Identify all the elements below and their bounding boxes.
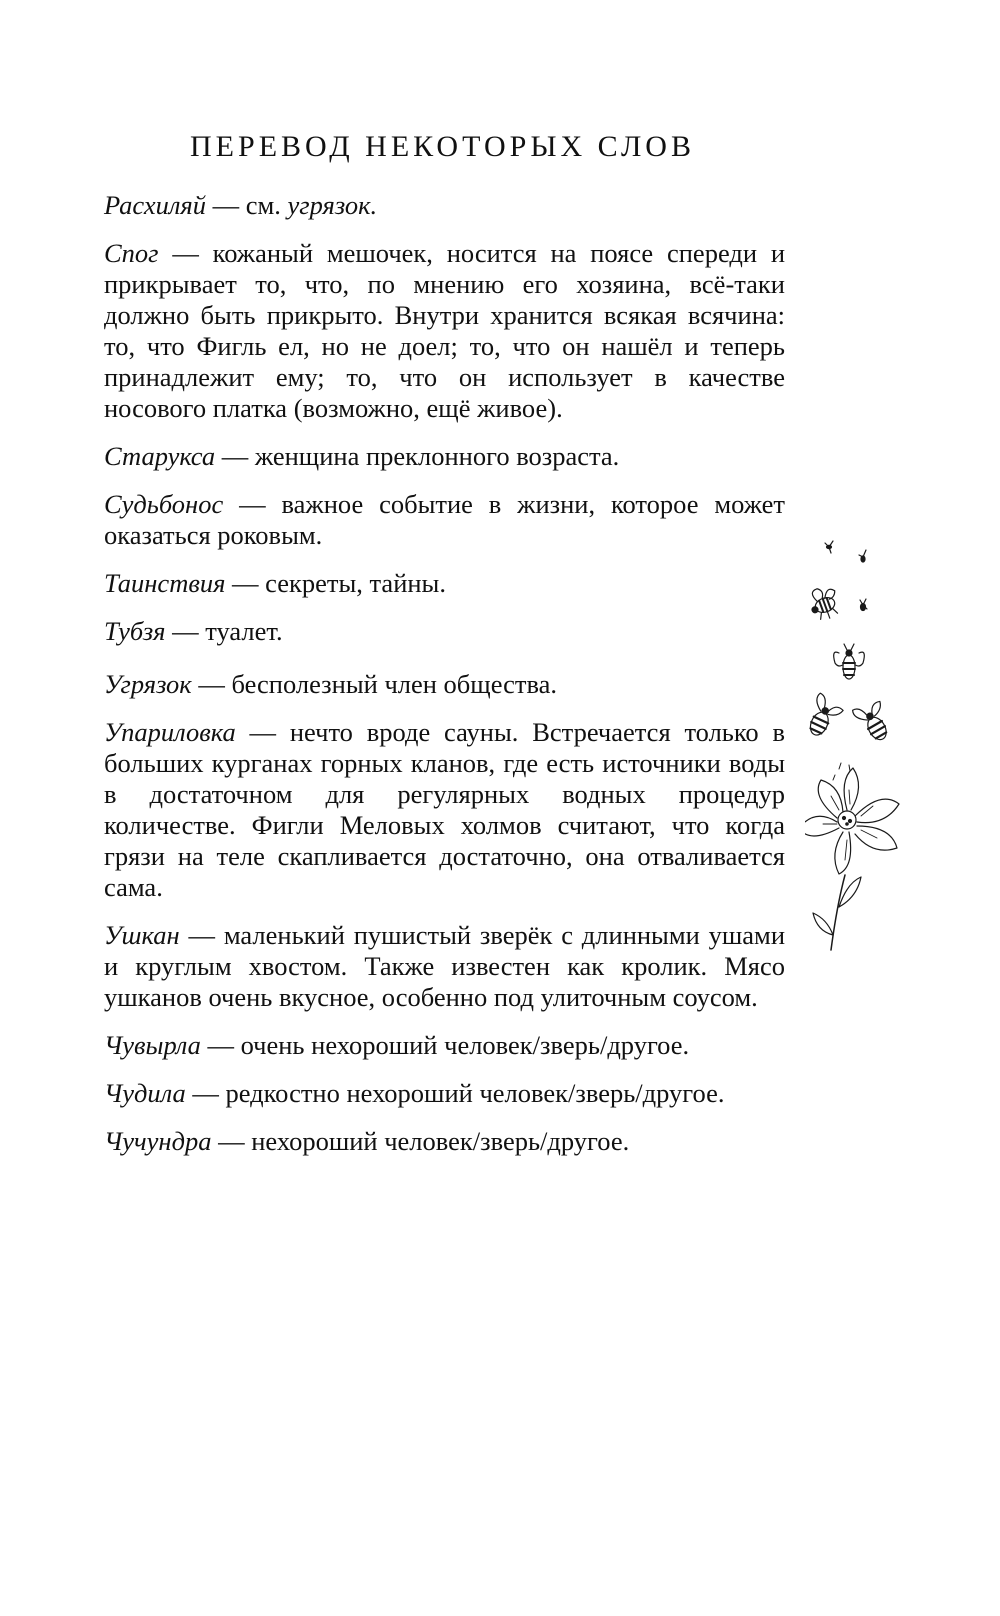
- glossary-entry: [104, 568, 785, 599]
- dash: —: [232, 568, 259, 598]
- glossary-term: Чудила: [104, 1078, 186, 1108]
- dash: —: [212, 190, 240, 220]
- bee-icon: [806, 583, 843, 623]
- glossary-list: [104, 190, 785, 1174]
- glossary-term: Расхиляй: [104, 190, 206, 220]
- dash: —: [188, 920, 215, 950]
- glossary-term: Спог: [104, 238, 159, 268]
- glossary-definition: женщина преклонного возраста.: [254, 441, 620, 471]
- glossary-definition: очень нехороший человек/зверь/другое.: [240, 1030, 690, 1060]
- glossary-entry: [104, 920, 785, 1013]
- page-title: ПЕРЕВОД НЕКОТОРЫХ СЛОВ: [190, 130, 695, 163]
- glossary-term: Упариловка: [104, 717, 236, 747]
- glossary-definition: кожаный мешочек, носится на поясе спереди и прикрывает то, что, по мнению его хозяина, всё-таки должно быть прикрыто. Внутри хранится всякая всячина: то, что Фигль ел, но не доел; то, что он нашёл и теперь принадлежит ему; то, что он использует в качестве носового платка (возможно, ещё живое).: [104, 238, 786, 423]
- dash: —: [249, 717, 277, 747]
- dash: —: [172, 238, 199, 268]
- small-bee-icon: [825, 541, 833, 553]
- flower-stem: [831, 875, 845, 950]
- glossary-term: Таинствия: [104, 568, 226, 598]
- glossary-entry: [104, 1078, 785, 1109]
- glossary-definition: туалет.: [205, 616, 283, 646]
- glossary-definition: секреты, тайны.: [265, 568, 446, 598]
- flower-icon: [805, 768, 899, 874]
- dash: —: [221, 441, 249, 471]
- glossary-entry: [104, 190, 785, 221]
- glossary-term: Судьбонос: [104, 489, 224, 519]
- dash: —: [172, 616, 199, 646]
- glossary-term: Ушкан: [104, 920, 180, 950]
- glossary-entry: [104, 616, 785, 647]
- glossary-definition: см.: [245, 190, 288, 220]
- leaf-icon: [839, 877, 861, 907]
- small-bee-icon: [860, 599, 867, 611]
- glossary-term: Тубзя: [104, 616, 166, 646]
- small-bee-icon: [859, 550, 866, 562]
- glossary-definition: маленький пушистый зверёк с длинными ушами и круглым хвостом. Также известен как кролик. Мясо ушканов очень вкусное, особенно под улиточным соусом.: [104, 920, 786, 1012]
- dash: —: [192, 1078, 219, 1108]
- glossary-term: Чувырла: [104, 1030, 201, 1060]
- bees-and-flower-icon: [805, 535, 915, 960]
- glossary-term: Чучундра: [104, 1126, 212, 1156]
- glossary-entry: [104, 489, 785, 551]
- glossary-definition: важное событие в жизни, которое может оказаться роковым.: [104, 489, 786, 550]
- glossary-entry: [104, 717, 785, 903]
- leaf-icon: [813, 913, 833, 935]
- glossary-definition: нехороший человек/зверь/другое.: [251, 1126, 630, 1156]
- glossary-entry: [104, 669, 785, 700]
- glossary-cross-reference: угрязок.: [287, 190, 378, 220]
- glossary-term: Угрязок: [104, 669, 192, 699]
- dash: —: [207, 1030, 234, 1060]
- glossary-entry: [104, 1030, 785, 1061]
- glossary-entry: [104, 1126, 785, 1157]
- bee-icon: [834, 644, 865, 679]
- glossary-entry: [104, 238, 785, 424]
- dash: —: [218, 1126, 245, 1156]
- dash: —: [239, 489, 266, 519]
- glossary-definition: бесполезный член общества.: [231, 669, 558, 699]
- glossary-definition: нечто вроде сауны. Встречается только в больших курганах горных кланов, где есть источники воды в достаточном для регулярных водных процедур количестве. Фигли Меловых холмов считают, что когда грязи на теле скапливается достаточно, она отваливается сама.: [104, 717, 785, 902]
- glossary-entry: [104, 441, 785, 472]
- glossary-definition: редкостно нехороший человек/зверь/другое.: [225, 1078, 725, 1108]
- dash: —: [198, 669, 225, 699]
- bee-icon: [852, 696, 897, 745]
- glossary-term: Старукса: [104, 441, 216, 471]
- bee-icon: [805, 693, 846, 742]
